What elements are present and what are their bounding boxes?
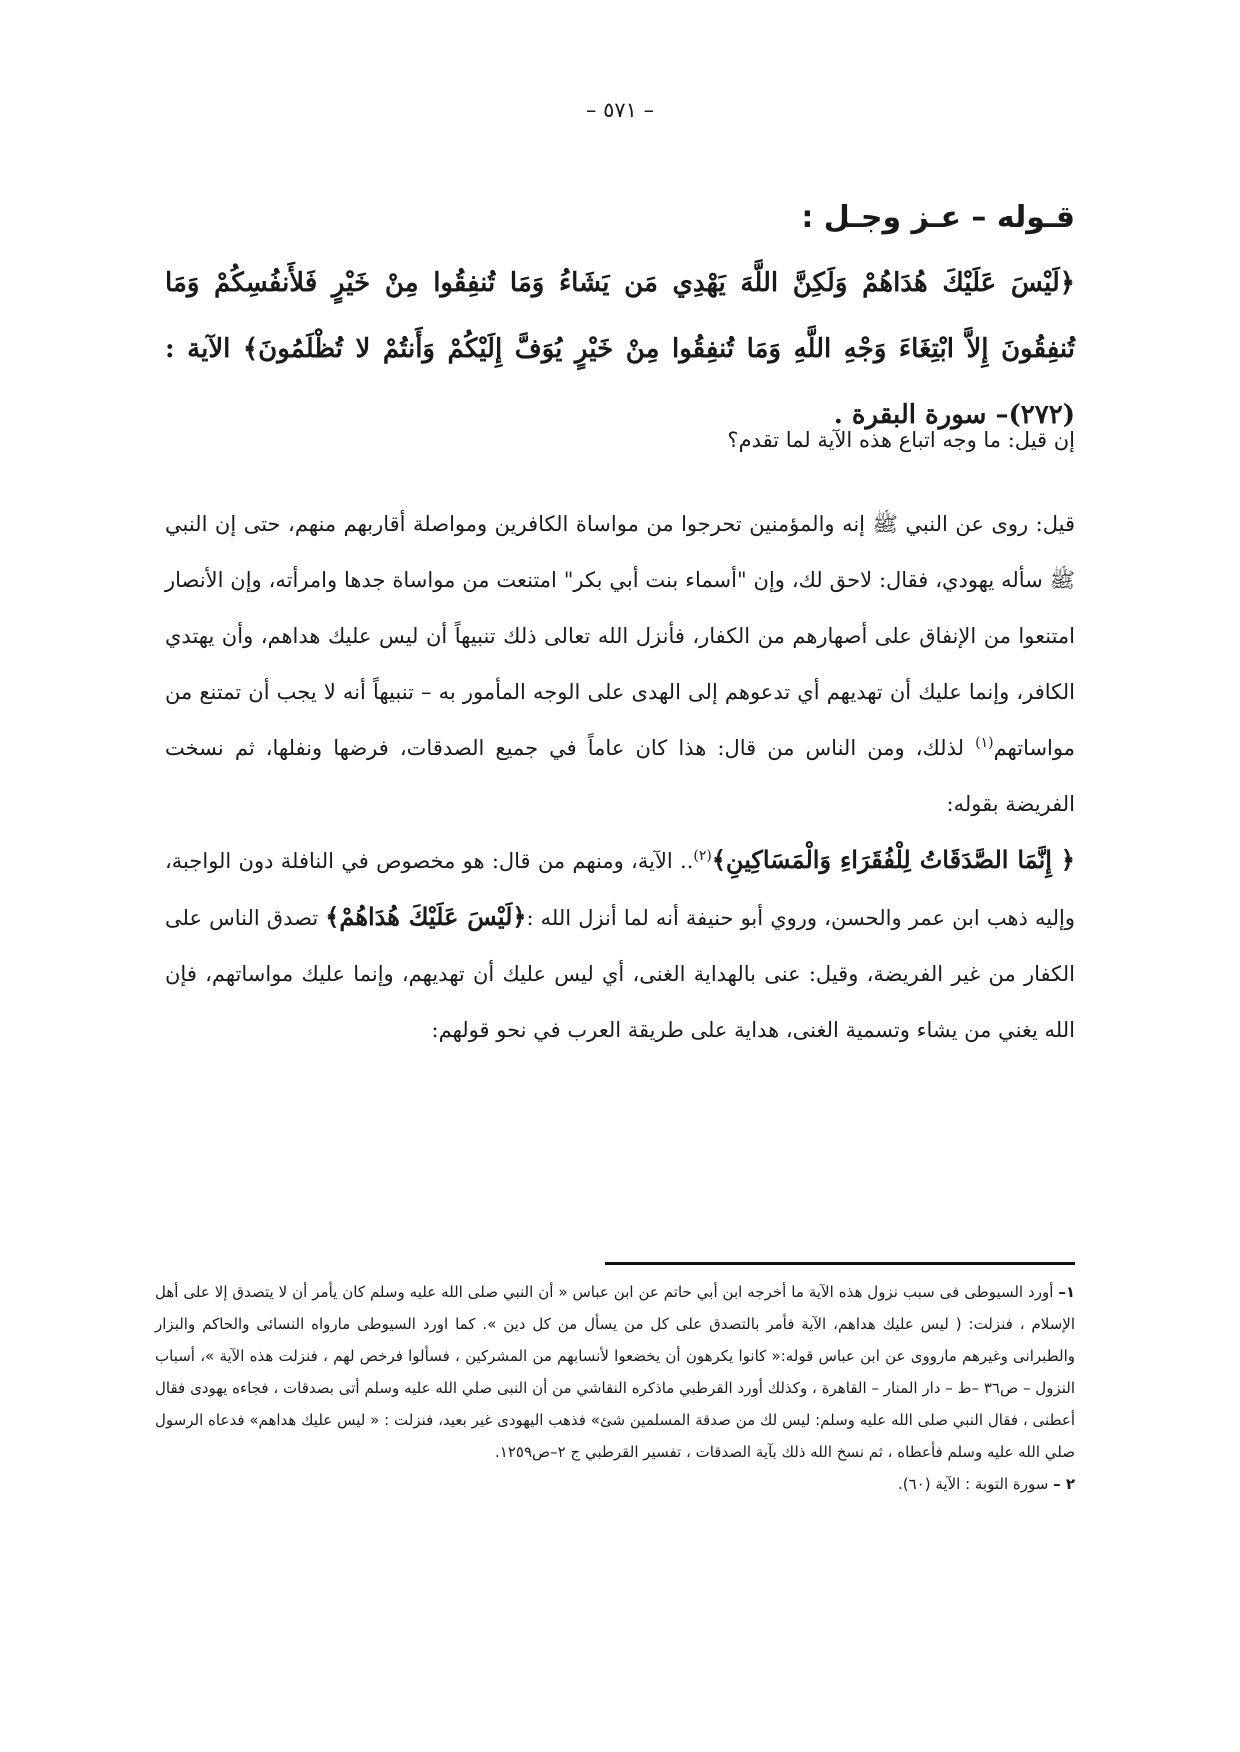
footnote-ref-1: (١)	[975, 735, 994, 751]
body-paragraph	[165, 496, 1075, 1058]
question-line: إن قيل: ما وجه اتباع هذه الآية لما تقدم؟	[727, 428, 1075, 452]
footnote-marker: ١–	[1058, 1283, 1075, 1301]
inline-verse-sadaqat: ﴿ إِنَّمَا الصَّدَقَاتُ لِلْفُقَرَاءِ وَالْمَسَاكِينِ﴾	[711, 845, 1075, 874]
body-text-part3: .. الآية، ومنهم من قال: هو مخصوص في النافلة دون الواجبة، وإليه ذهب ابن عمر والحسن، وروي أبو حنيفة أنه لما أنزل الله :	[165, 849, 1075, 930]
quran-verse: ﴿لَيْسَ عَلَيْكَ هُدَاهُمْ وَلَكِنَّ اللَّهَ يَهْدِي مَن يَشَاءُ وَمَا تُنفِقُوا مِنْ خَيْرٍ فَلأَنفُسِكُمْ وَمَا تُنفِقُونَ إِلاَّ ابْتِغَاءَ وَجْهِ اللَّهِ وَمَا تُنفِقُوا مِنْ خَيْرٍ يُوَفَّ إِلَيْكُمْ وَأَنتُمْ لا تُظْلَمُونَ﴾ الآية :(٢٧٢)– سورة البقرة .	[165, 268, 1075, 430]
body-text-part4: تصدق الناس على الكفار من غير الفريضة، وقيل: عنى بالهداية الغنى، أي ليس عليك أن تهديهم، وإنما عليك مواساتهم، فإن الله يغني من يشاء وتسمية الغنى، هداية على طريقة العرب في نحو قولهم:	[165, 906, 1075, 1042]
body-text-part2: لذلك، ومن الناس من قال: هذا كان عاماً في جميع الصدقات، فرضها ونفلها، ثم نسخت الفريضة بقوله:	[165, 736, 1075, 816]
footnote-marker: ٢ –	[1053, 1475, 1075, 1493]
footnote-1	[155, 1276, 1075, 1468]
footnote-text: أورد السيوطى فى سبب نزول هذه الآية ما أخرجه ابن أبي حاتم عن ابن عباس « أن النبي صلى الله عليه وسلم كان يأمر أن لا يتصدق إلا على أهل الإسلام ، فنزلت: ( ليس عليك هداهم، الآية فأمر بالتصدق على كل من يسأل من كل دين ». كما اورد السيوطى مارواه النسائى والحاكم والبزار والطبرانى وغيرهم مارووى عن ابن عباس قوله:« كانوا يكرهون أن يخضعوا لأنسابهم من المشركين ، فسألوا فرخص لهم ، فنزلت هذه الآية »، أسباب النزول – ص٣٦ –ط – دار المنار – القاهرة ، وكذلك أورد القرطبي ماذكره النقاشي من أن النبى صلي الله عليه وسلم أتى بصدقات ، فجاءه يهودى فقال أعطنى ، فقال النبي صلى الله عليه وسلم: ليس لك من صدقة المسلمين شئ» فذهب اليهودى غير بعيد، فنزلت : « ليس عليك هداهم» فدعاه الرسول صلي الله عليه وسلم فأعطاه ، ثم نسخ الله ذلك بآية الصدقات ، تفسير القرطبي ج ٢–ص١٢٥٩.	[155, 1283, 1075, 1461]
footnotes-section	[155, 1276, 1075, 1500]
body-text-part1: قيل: روى عن النبي ﷺ إنه والمؤمنين تحرجوا من مواساة الكافرين ومواصلة أقاربهم منهم، حتى إن النبي ﷺ سأله يهودي، فقال: لاحق لك، وإن "أسماء بنت أبي بكر" امتنعت من مواساة جدها وامرأته، وإن الأنصار امتنعوا من الإنفاق على أصهارهم من الكفار، فأنزل الله تعالى ذلك تنبيهاً أن ليس عليك هداهم، وأن يهتدي الكافر، وإنما عليك أن تهديهم أي تدعوهم إلى الهدى على الوجه المأمور به – تنبيهاً أنه لا يجب أن تمتنع من مواساتهم	[165, 512, 1075, 760]
footnote-2	[155, 1468, 1075, 1500]
footnote-divider	[605, 1262, 1075, 1265]
footnote-ref-2: (٢)	[693, 848, 712, 864]
footnote-text: سورة التوبة : الآية (٦٠).	[898, 1475, 1049, 1493]
page-number: – ٥٧١ –	[585, 98, 655, 122]
section-heading: قـوله – عـز وجـل :	[801, 200, 1075, 235]
inline-verse-hudahum: ﴿لَيْسَ عَلَيْكَ هُدَاهُمْ﴾	[325, 902, 527, 931]
